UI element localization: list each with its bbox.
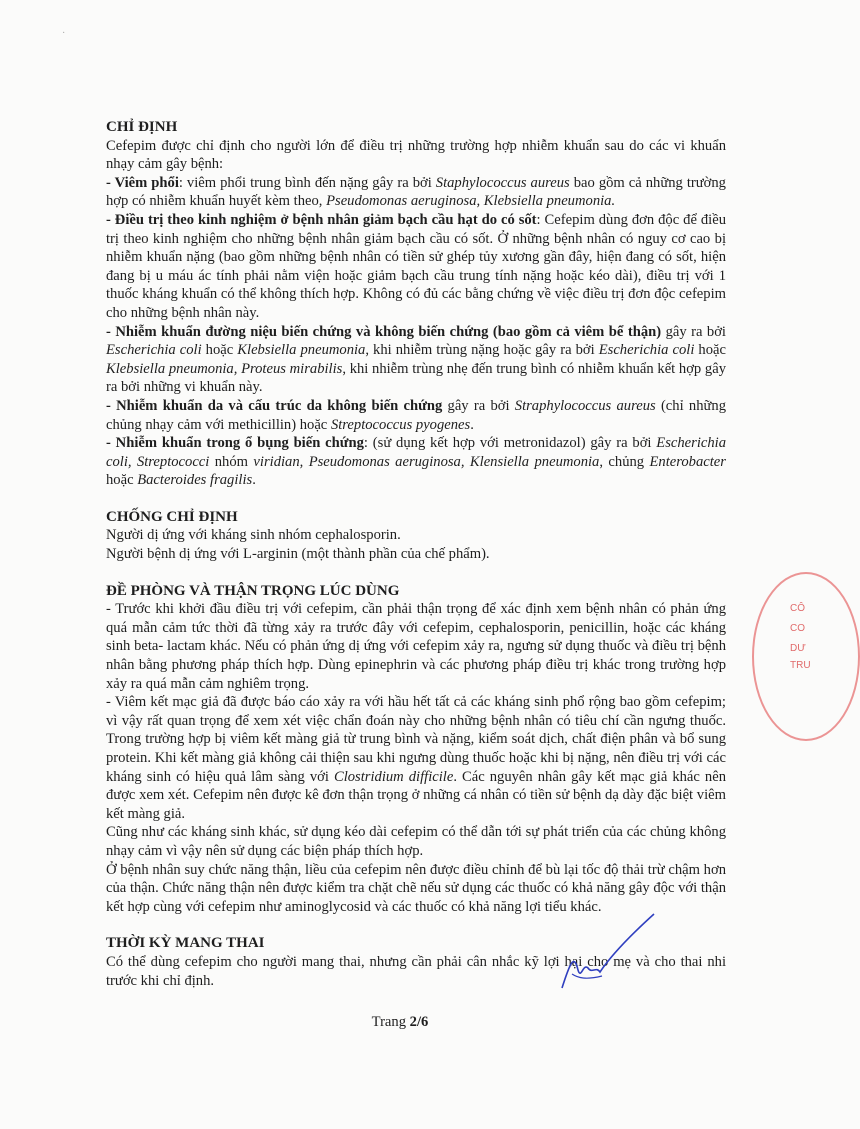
text-run: : Cefepim dùng đơn độc để điều trị theo kinh nghiệm cho những bệnh nhân giảm bạch cầu có sốt. Ở những bệnh nhân có nguy cơ cao bị nhiễm khuẩn nặng (bao gồm những bệnh nhân có tiền sử ghép tủy xương gần đây, hiện đang có sốt, hiện đang bị u máu ác tính phải nằm viện hoặc giảm bạch cầu trung tính nặng hoặc kéo dài), điều trị với 1 thuốc kháng khuẩn có thể không thích hợp. Không có đủ các bằng chứng về việc điều trị đơn độc cefepim cho những bệnh nhân này. (106, 211, 726, 321)
text-run: , chủng (599, 453, 650, 470)
company-stamp (752, 572, 860, 741)
indication-abdominal (106, 434, 726, 490)
text-run: bao gồm cả những trường hợp có nhiễm khuẩn huyết kèm theo, (106, 174, 726, 210)
stamp-text: DƯ (790, 643, 806, 654)
text-run: gây ra bởi (442, 397, 515, 414)
text-run: : (sử dụng kết hợp với metronidazol) gây ra bởi (363, 435, 657, 452)
organism-name: Clostridium difficile (333, 768, 454, 785)
text-run: . (252, 472, 256, 489)
pregnancy-text: Có thể dùng cefepim cho người mang thai, nhưng cần phải cân nhắc kỹ lợi hại cho mẹ và cho thai nhi trước khi chỉ định. (106, 953, 726, 989)
organism-name: Escherichia coli (106, 342, 202, 359)
organism-name: Klebsiella pneumonia, Proteus mirabilis (106, 360, 343, 377)
precaution-paragraph: Cũng như các kháng sinh khác, sử dụng kéo dài cefepim có thể dẫn tới sự phát triển của các chủng không nhạy cảm vì vậy nên sử dụng các biện pháp thích hợp. (106, 824, 726, 859)
section-title-precautions: ĐỀ PHÒNG VÀ THẬN TRỌNG LÚC DÙNG (106, 582, 400, 599)
text-run: - Viêm kết mạc giả đã được báo cáo xảy ra với hầu hết tất cả các kháng sinh phổ rộng bao gồm cefepim; vì vậy rất quan trọng để xem xét việc chẩn đoán này cho những bệnh nhân có tiêu chí cần ngưng thuốc. Trong trường hợp bị viêm kết màng giả từ trung bình và nặng, kiểm soát dịch, chất điện phân và bổ sung protein. Khi kết màng giả không cải thiện sau khi ngưng dùng thuốc hoặc khi bị nặng, nên điều trị với các kháng sinh có hiệu quả lâm sàng với (106, 694, 726, 785)
text-run: hoặc (201, 342, 238, 359)
text-run: gây ra bởi (661, 323, 726, 340)
indication-lead: - Viêm phổi (106, 174, 179, 191)
page-number: 2/6 (409, 1014, 429, 1030)
indication-lead: - Nhiễm khuẩn da và cấu trúc da không biến chứng (106, 397, 443, 414)
organism-name: viridian, Pseudomonas aeruginosa, Klensiella pneumonia (253, 453, 600, 470)
organism-name: Escherichia coli, Streptococci (106, 435, 727, 470)
section-title-pregnancy: THỜI KỲ MANG THAI (106, 935, 265, 952)
organism-name: Klebsiella pneumonia (237, 342, 366, 359)
page-label: Trang (371, 1014, 410, 1030)
indication-lead: - Nhiễm khuẩn trong ổ bụng biến chứng (106, 435, 364, 452)
text-run: . Các nguyên nhân gây kết mạc giả khác nên được xem xét. Cefepim nên được kê đơn thận trọng ở những cá nhân có tiền sử bệnh dạ dày đặc biệt viêm kết màng giả. (106, 768, 726, 822)
organism-name: Pseudomonas aeruginosa, Klebsiella pneumonia. (326, 193, 616, 210)
indication-lead: - Điều trị theo kinh nghiệm ở bệnh nhân giảm bạch cầu hạt do có sốt (106, 211, 537, 228)
contraindication-line: Người dị ứng với kháng sinh nhóm cephalosporin. (106, 527, 401, 544)
organism-name: Escherichia coli (598, 342, 695, 359)
organism-name: Streptococcus pyogenes (330, 416, 471, 433)
precaution-paragraph: - Trước khi khởi đầu điều trị với cefepim, cần phải thận trọng để xác định xem bệnh nhân có phản ứng quá mẫn cảm tức thời đã từng xảy ra trước đây với cefepim, cephalosporin, penicillin, hoặc các kháng sinh beta- lactam khác. Nếu có phản ứng dị ứng với cefepim xảy ra, ngưng sử dụng thuốc và điều trị bệnh nhân bằng phương pháp thích hợp. Dùng epinephrin và các phương pháp điều trị khác trong trường hợp xảy ra quá mẫn cảm nghiêm trọng. (106, 601, 726, 692)
organism-name: Enterobacter (649, 453, 726, 470)
text-run: , khi nhiễm trùng nặng hoặc gây ra bởi (365, 342, 599, 359)
stamp-text: CÔ (790, 603, 805, 614)
text-run: (chỉ những chủng nhạy cảm với methicillin) hoặc (106, 397, 726, 433)
contraindication-line: Người bệnh dị ứng với L-arginin (một thành phần của chế phẩm). (106, 546, 490, 563)
indication-pneumonia (106, 174, 726, 211)
precaution-paragraph (106, 693, 726, 823)
text-run: nhóm (209, 453, 254, 470)
section-title-indications: CHỈ ĐỊNH (106, 119, 178, 135)
indication-skin (106, 397, 726, 434)
indication-lead: - Nhiễm khuẩn đường niệu biến chứng và không biến chứng (bao gồm cả viêm bể thận) (106, 323, 662, 340)
precaution-paragraph: Ở bệnh nhân suy chức năng thận, liều của cefepim nên được điều chỉnh để bù lại tốc độ thải trừ chậm hơn của thận. Chức năng thận nên được kiểm tra chặt chẽ nếu sử dụng các thuốc có khả năng gây độc với thận kết hợp cùng với cefepim như aminoglycosid và các thuốc có khả năng lợi tiểu khác. (106, 861, 726, 915)
organism-name: Straphylococcus aureus (514, 397, 656, 414)
stamp-text: TRU (790, 660, 811, 671)
indication-urinary (106, 323, 726, 397)
organism-name: Staphylococcus aureus (435, 174, 570, 191)
text-run: , khi nhiễm trùng nhẹ đến trung bình có nhiễm khuẩn kết hợp gây ra bởi những vi khuẩn này. (106, 360, 726, 396)
signature (552, 908, 662, 998)
text-run: hoặc (694, 342, 726, 359)
text-run: . (470, 416, 474, 433)
text-run: hoặc (106, 472, 138, 489)
text-run: : viêm phổi trung bình đến nặng gây ra bởi (178, 174, 436, 191)
page-footer (0, 1014, 800, 1031)
scan-speck: · (62, 28, 66, 39)
stamp-text: CO (790, 623, 805, 634)
document-body (106, 118, 726, 990)
section-title-contraindications: CHỐNG CHỈ ĐỊNH (106, 508, 238, 525)
organism-name: Bacteroides fragilis (137, 472, 253, 489)
indications-intro: Cefepim được chỉ định cho người lớn để điều trị những trường hợp nhiễm khuẩn sau do các vi khuẩn nhạy cảm gây bệnh: (106, 137, 726, 173)
indication-neutropenia (106, 211, 726, 323)
